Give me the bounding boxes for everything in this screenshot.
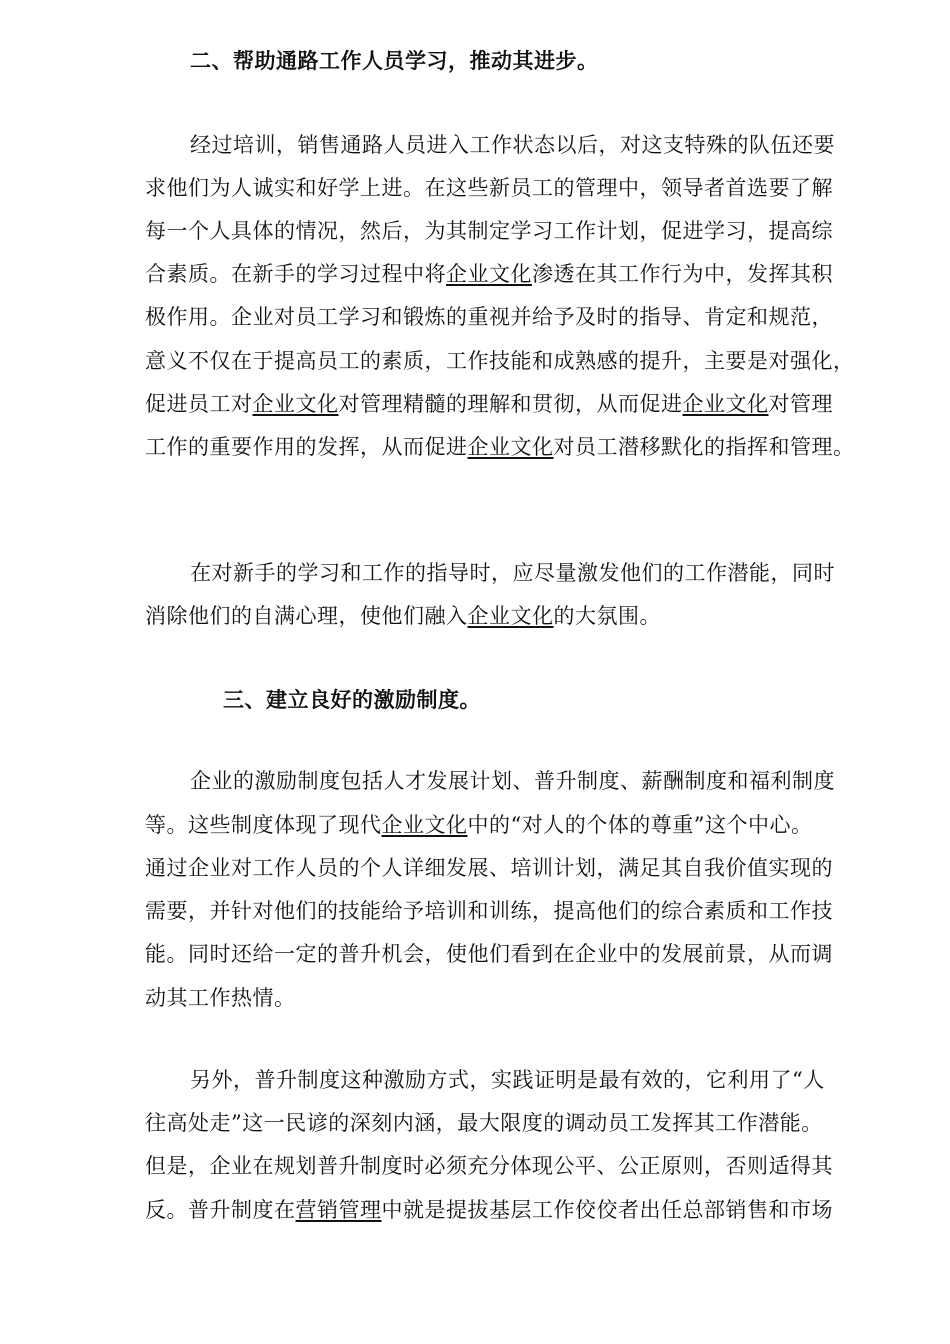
text-segment: 消除他们的自满心理，使他们融入 [145,604,468,628]
text-segment: 对管理 [768,392,833,416]
text-segment: 渗透在其工作行为中，发挥其积 [532,262,833,286]
text-segment: 中就是提拔基层工作佼佼者出任总部销售和市场 [381,1198,833,1222]
paragraph-line: 企业的激励制度包括人才发展计划、普升制度、薪酬制度和福利制度 [190,769,835,793]
text-segment: 对员工潜移默化的指挥和管理。 [553,435,855,459]
paragraph-line [145,1193,905,1227]
paragraph-line: 能。同时还给一定的普升机会，使他们看到在企业中的发展前景，从而调 [145,942,833,966]
corporate-culture-link[interactable]: 企业文化 [467,604,554,628]
paragraph-line: 动其工作热情。 [145,986,296,1010]
text-segment: 工作的重要作用的发挥，从而促进 [145,435,468,459]
section-heading-3: 三、建立良好的激励制度。 [223,687,481,712]
paragraph-line: 往高处走”这一民谚的深刻内涵，最大限度的调动员工发挥其工作潜能。 [145,1111,823,1135]
paragraph-line [145,808,905,842]
paragraph-line [145,430,905,464]
section-heading-2: 二、帮助通路工作人员学习，推动其进步。 [190,48,599,73]
paragraph-line: 极作用。企业对员工学习和锻炼的重视并给予及时的指导、肯定和规范， [145,305,833,329]
paragraph-line [145,257,905,291]
marketing-management-link[interactable]: 营销管理 [295,1198,382,1222]
paragraph-line: 每一个人具体的情况，然后，为其制定学习工作计划，促进学习，提高综 [145,219,833,243]
paragraph-line: 意义不仅在于提高员工的素质，工作技能和成熟感的提升，主要是对强化， [145,349,855,373]
paragraph-line [145,599,905,633]
corporate-culture-link[interactable]: 企业文化 [252,392,339,416]
corporate-culture-link[interactable]: 企业文化 [446,262,532,286]
paragraph-line: 需要，并针对他们的技能给予培训和训练，提高他们的综合素质和工作技 [145,899,833,923]
paragraph-line: 但是，企业在规划普升制度时必须充分体现公平、公正原则，否则适得其 [145,1154,833,1178]
text-segment: 等。这些制度体现了现代 [145,813,382,837]
corporate-culture-link[interactable]: 企业文化 [682,392,769,416]
text-segment: 合素质。在新手的学习过程中将 [145,262,446,286]
text-segment: 反。普升制度在 [145,1198,296,1222]
paragraph-line: 另外，普升制度这种激励方式，实践证明是最有效的，它利用了“人 [190,1068,825,1092]
paragraph-line: 在对新手的学习和工作的指导时，应尽量激发他们的工作潜能，同时 [190,561,835,585]
text-segment: 的大氛围。 [553,604,661,628]
corporate-culture-link[interactable]: 企业文化 [381,813,468,837]
corporate-culture-link[interactable]: 企业文化 [467,435,554,459]
paragraph-line: 求他们为人诚实和好学上进。在这些新员工的管理中，领导者首选要了解 [145,176,833,200]
text-segment: 对管理精髓的理解和贯彻，从而促进 [338,392,683,416]
text-segment: 促进员工对 [145,392,253,416]
text-segment: 中的“对人的个体的尊重”这个中心。 [467,813,813,837]
paragraph-line: 通过企业对工作人员的个人详细发展、培训计划，满足其自我价值实现的 [145,856,833,880]
paragraph-line [145,387,905,421]
paragraph-line: 经过培训，销售通路人员进入工作状态以后，对这支特殊的队伍还要 [190,133,835,157]
